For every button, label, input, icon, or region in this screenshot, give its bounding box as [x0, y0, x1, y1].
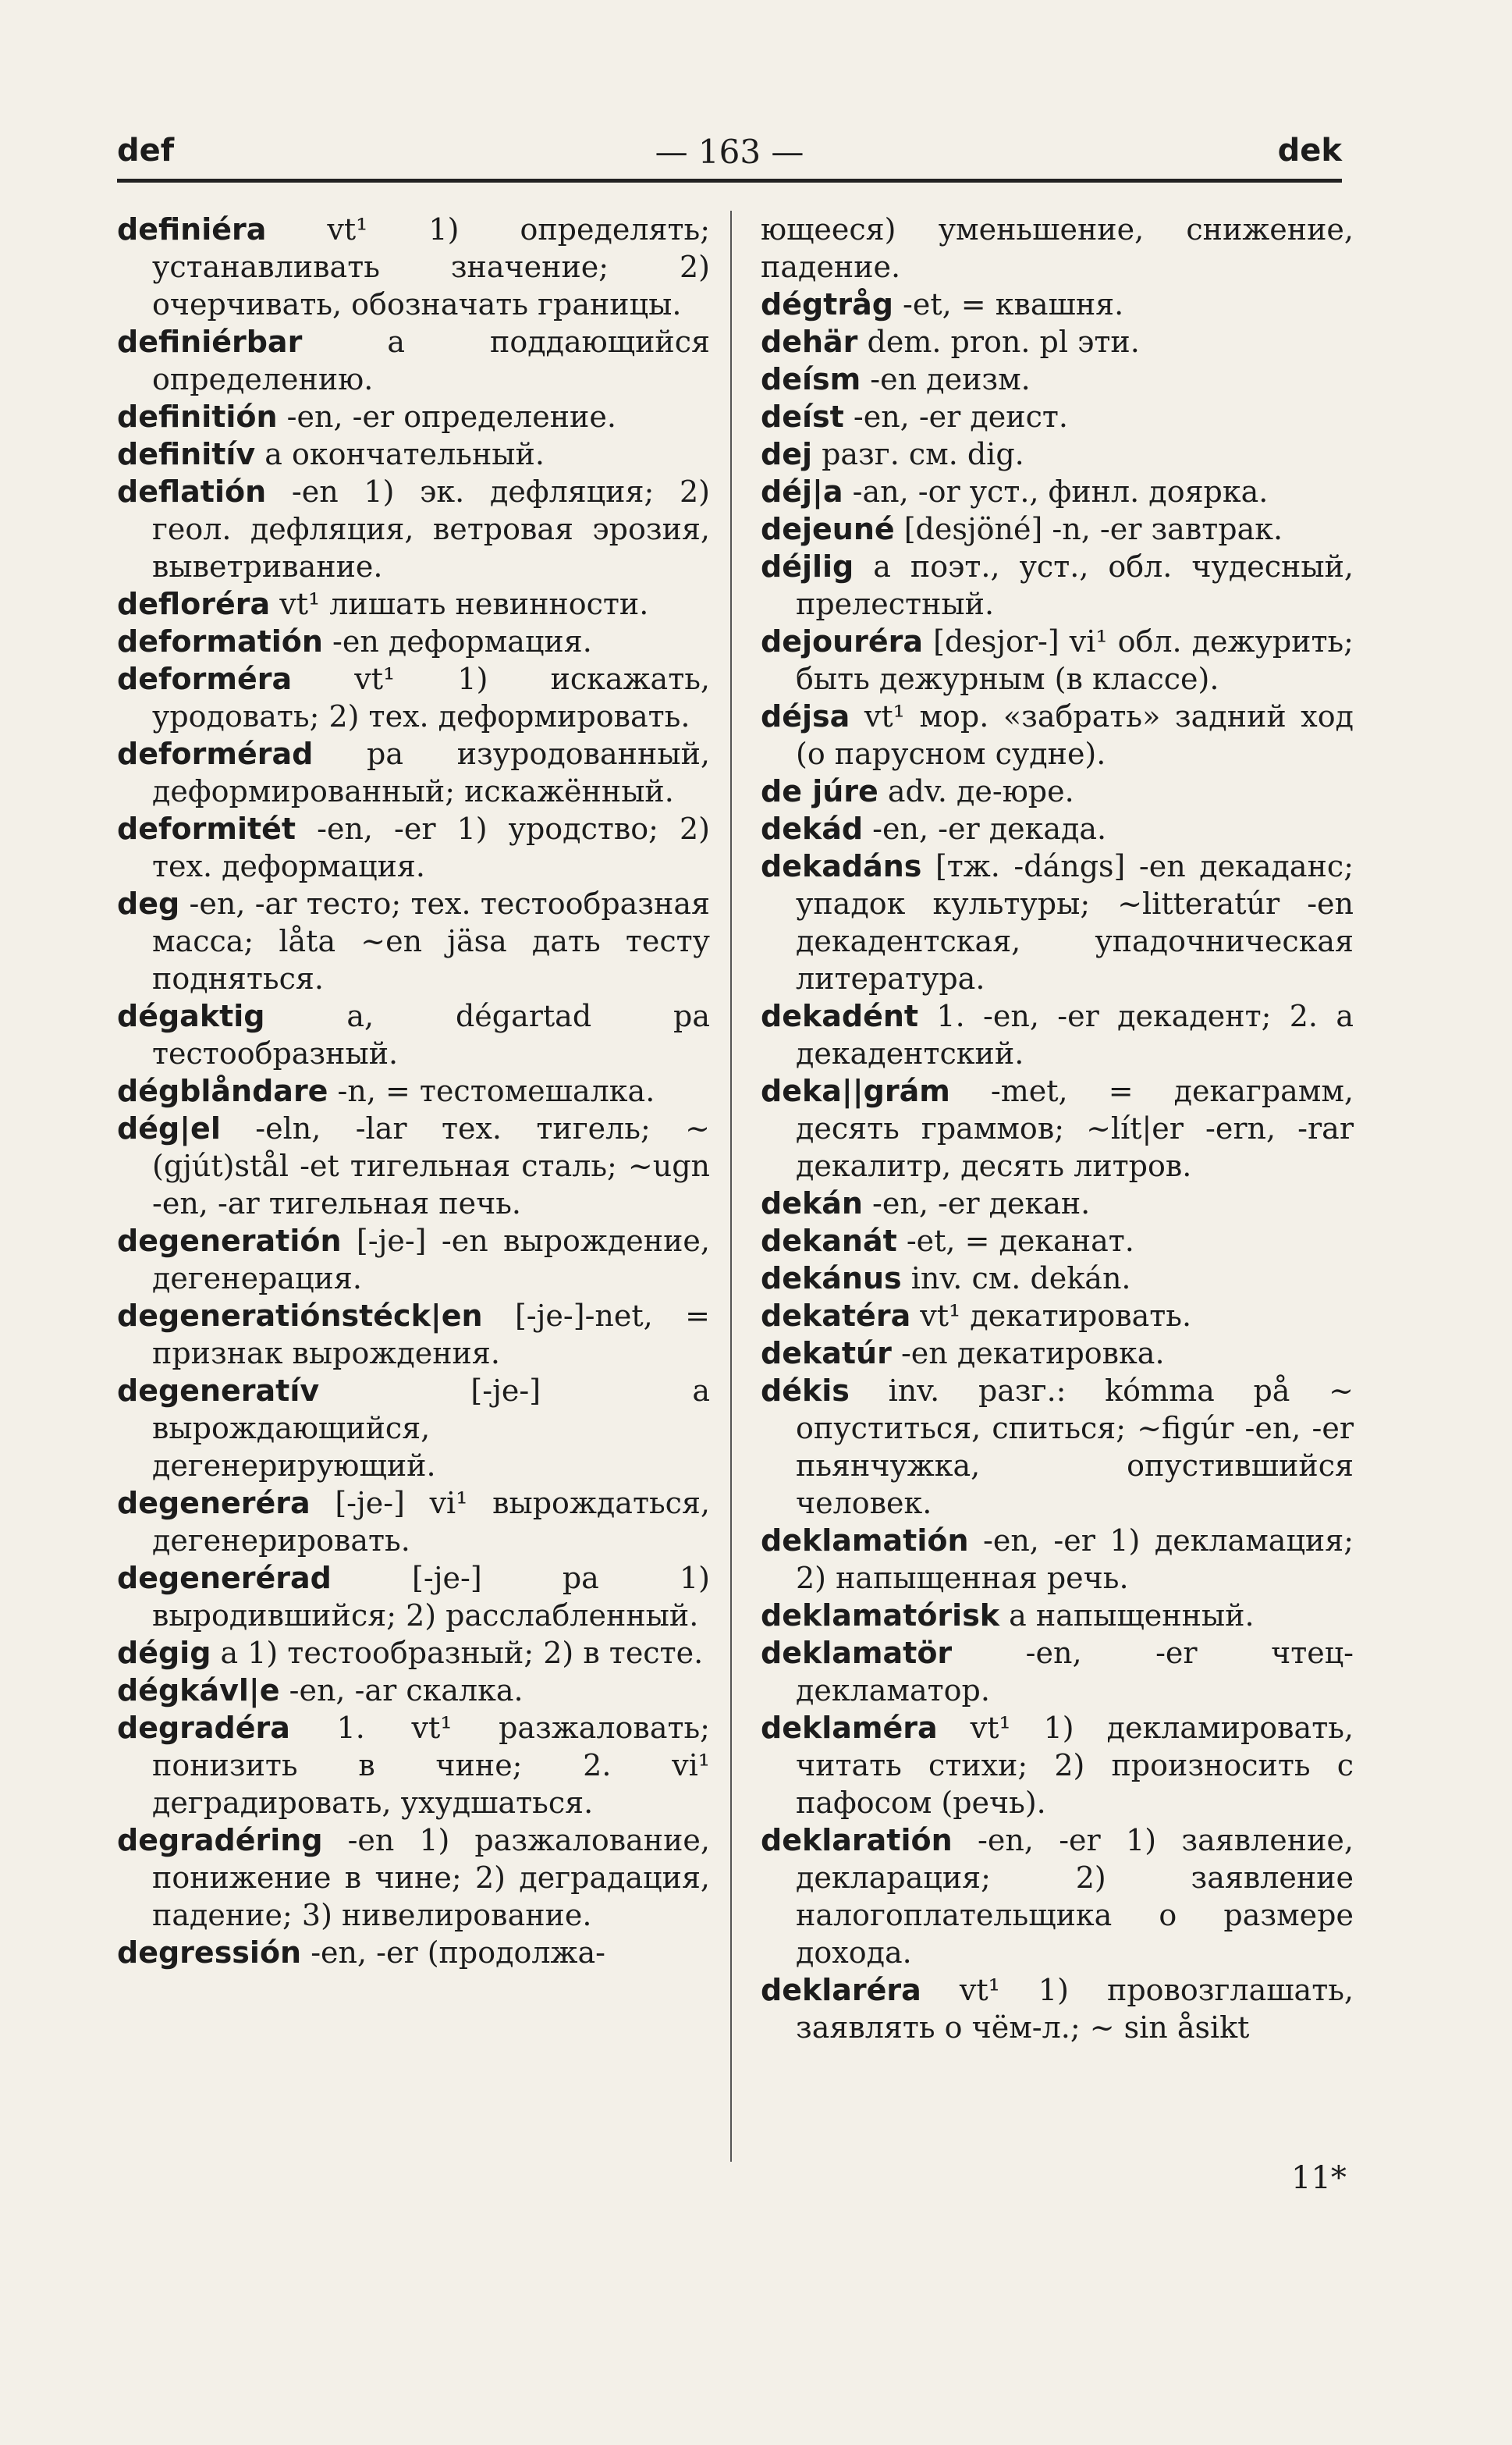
entry-definition: -et, = квашня.	[893, 287, 1124, 322]
entry-definition: [-je-] -en вырождение, дегенерация.	[152, 1224, 710, 1295]
entry-headword: dekánus	[761, 1261, 902, 1295]
entry-headword: definitión	[117, 400, 278, 434]
entry-definition: -eln, -lar тех. тигель; ~(gjút)stål -et тигельная сталь; ~ugn -en, -ar тигельная печь.	[152, 1111, 710, 1221]
entry-headword: dekán	[761, 1186, 863, 1221]
dictionary-entry	[761, 435, 1354, 473]
entry-headword: deforméra	[117, 662, 293, 696]
dictionary-entry	[117, 1484, 710, 1559]
dictionary-entry	[761, 1821, 1354, 1971]
dictionary-entry	[117, 997, 710, 1072]
entry-definition: -en, -er чтец-декламатор.	[796, 1636, 1354, 1708]
entry-definition: vt¹ 1) искажать, уродовать; 2) тех. деформировать.	[152, 662, 710, 734]
entry-headword: deklaréra	[761, 1973, 921, 2007]
dictionary-entry	[761, 810, 1354, 848]
entry-definition: -en, -er определение.	[277, 400, 616, 434]
entry-definition: [desjöné] -n, -er завтрак.	[894, 512, 1283, 546]
entry-definition: vt¹ 1) декламировать, читать стихи; 2) произносить с пафосом (речь).	[796, 1711, 1354, 1820]
entry-definition: -en деформация.	[322, 624, 592, 659]
dictionary-entry	[761, 1185, 1354, 1222]
dictionary-entry	[117, 735, 710, 810]
entry-headword: definitív	[117, 437, 256, 471]
entry-headword: degradéring	[117, 1823, 323, 1857]
entry-headword: deklaméra	[761, 1711, 938, 1745]
dictionary-entry	[761, 398, 1354, 435]
dictionary-entry	[761, 997, 1354, 1072]
entry-headword: degressión	[117, 1935, 302, 1970]
entry-definition: inv. разг.: kómma på ~ опуститься, спиться; ~figúr -en, -er пьянчужка, опустившийся человек.	[796, 1374, 1354, 1520]
entry-headword: dekadáns	[761, 849, 922, 883]
entry-definition: [desjor-] vi¹ обл. дежурить; быть дежурным (в классе).	[796, 624, 1354, 696]
entry-headword: dekanát	[761, 1224, 897, 1258]
entry-definition: -en, -er деист.	[843, 400, 1069, 434]
entry-definition: adv. де-юре.	[878, 774, 1074, 808]
entry-headword: dejouréra	[761, 624, 924, 659]
entry-headword: déj|a	[761, 474, 843, 509]
dictionary-entry	[761, 1260, 1354, 1297]
dictionary-entry	[117, 1934, 710, 1971]
entry-headword: deklamatórisk	[761, 1598, 1000, 1633]
entry-definition: -en 1) эк. дефляция; 2) геол. дефляция, ветровая эрозия, выветривание.	[152, 474, 710, 584]
entry-definition: [-je-] vi¹ вырождаться, дегенерировать.	[152, 1486, 710, 1558]
signature-mark: 11*	[1291, 2160, 1347, 2196]
column-divider	[730, 211, 732, 2162]
entry-headword: deformérad	[117, 737, 314, 771]
dictionary-entry	[117, 1672, 710, 1709]
entry-definition: 1. vt¹ разжаловать; понизить в чине; 2. vi¹ деградировать, ухудшаться.	[152, 1711, 710, 1820]
entry-definition: a напыщенный.	[999, 1598, 1255, 1633]
entry-definition: -en, -er 1) уродство; 2) тех. деформация.	[152, 812, 710, 883]
dictionary-entry	[761, 1709, 1354, 1821]
entry-headword: deformitét	[117, 812, 296, 846]
entry-definition: [тж. -dángs] -en декаданс; упадок культуры; ~litteratúr -en декадентская, упадочническая литература.	[796, 849, 1354, 996]
entry-headword: deformatión	[117, 624, 323, 659]
entry-definition: -en деизм.	[861, 362, 1031, 396]
entry-headword: degeneratiónstéck|en	[117, 1299, 483, 1333]
entry-definition: -en, -er декан.	[862, 1186, 1091, 1221]
entry-definition: [-je-] pa 1) выродившийся; 2) расслабленный.	[152, 1561, 710, 1633]
dictionary-entry	[117, 810, 710, 885]
entry-definition: [-je-]-net, = признак вырождения.	[152, 1299, 710, 1370]
entry-definition: -en, -er 1) декламация; 2) напыщенная речь.	[796, 1523, 1354, 1595]
entry-definition: a, dégartad pa тестообразный.	[152, 999, 710, 1071]
entry-definition: -en, -er декада.	[863, 812, 1107, 846]
dictionary-entry	[117, 1559, 710, 1634]
dictionary-entry	[117, 1072, 710, 1110]
header-left-guideword: def	[117, 133, 175, 169]
dictionary-entry	[117, 1222, 710, 1297]
dictionary-entry	[761, 361, 1354, 398]
entry-headword: deg	[117, 887, 180, 921]
entry-headword: déjlig	[761, 549, 854, 584]
entry-headword: degeneréra	[117, 1486, 311, 1520]
page-header	[117, 133, 1342, 179]
dictionary-entry	[761, 1297, 1354, 1334]
dictionary-entry	[117, 323, 710, 398]
dictionary-entry	[761, 773, 1354, 810]
entry-headword: dégkávl|e	[117, 1673, 280, 1708]
entry-headword: deísm	[761, 362, 861, 396]
entry-headword: dehär	[761, 325, 858, 359]
entry-definition: -en декатировка.	[891, 1336, 1165, 1370]
dictionary-entry	[761, 510, 1354, 548]
dictionary-entry	[761, 1372, 1354, 1522]
dictionary-entry	[761, 286, 1354, 323]
dictionary-entry	[761, 848, 1354, 997]
entry-headword: degradéra	[117, 1711, 290, 1745]
entry-definition: a 1) тестообразный; 2) в тесте.	[211, 1636, 704, 1670]
entry-definition: vt¹ лишать невинности.	[270, 587, 649, 621]
dictionary-entry	[117, 435, 710, 473]
entry-headword: deklamatör	[761, 1636, 953, 1670]
dictionary-entry	[117, 585, 710, 623]
dictionary-entry	[117, 623, 710, 660]
entry-definition: a поддающийся определению.	[152, 325, 710, 396]
entry-definition: vt¹ декатировать.	[910, 1299, 1192, 1333]
entry-definition: -met, = декаграмм, десять граммов; ~lít|er -ern, -rar декалитр, десять литров.	[796, 1074, 1354, 1183]
header-rule	[117, 179, 1342, 183]
entry-headword: degeneratión	[117, 1224, 342, 1258]
dictionary-entry	[117, 1821, 710, 1934]
entry-headword: déjsa	[761, 699, 850, 734]
entry-headword: dégig	[117, 1636, 211, 1670]
entry-headword: deklamatión	[761, 1523, 969, 1558]
entry-definition: vt¹ мор. «забрать» задний ход (о парусном судне).	[796, 699, 1354, 771]
entry-definition: -en, -ar скалка.	[279, 1673, 524, 1708]
entry-headword: dejeuné	[761, 512, 895, 546]
entry-headword: deíst	[761, 400, 844, 434]
dictionary-entry	[761, 1971, 1354, 2046]
entry-definition: -en 1) разжалование, понижение в чине; 2) деградация, падение; 3) нивелирование.	[152, 1823, 710, 1932]
entry-headword: dekadént	[761, 999, 919, 1033]
continuation-text: ющееся) уменьшение, снижение, падение.	[761, 212, 1354, 284]
dictionary-entry	[761, 1072, 1354, 1185]
entry-headword: defloréra	[117, 587, 271, 621]
entry-headword: dégblåndare	[117, 1074, 328, 1108]
dictionary-entry	[761, 323, 1354, 361]
dictionary-entry	[117, 1297, 710, 1372]
entry-definition: inv. см. dekán.	[901, 1261, 1131, 1295]
dictionary-entry	[117, 1709, 710, 1821]
entry-headword: dégtråg	[761, 287, 893, 322]
dictionary-entry	[761, 548, 1354, 623]
dictionary-entry	[117, 1634, 710, 1672]
dictionary-entry	[761, 1222, 1354, 1260]
dictionary-entry	[761, 1634, 1354, 1709]
page-number: — 163 —	[655, 133, 804, 171]
entry-headword: deklaratión	[761, 1823, 953, 1857]
dictionary-entry	[761, 698, 1354, 773]
dictionary-entry	[117, 1372, 710, 1484]
dictionary-entry	[761, 1334, 1354, 1372]
entry-definition: [-je-] a вырождающийся, дегенерирующий.	[152, 1374, 710, 1483]
entry-headword: deka||grám	[761, 1074, 950, 1108]
dictionary-entry	[117, 660, 710, 735]
entry-definition: -en, -er (продолжа-	[301, 1935, 605, 1970]
entry-headword: dekatúr	[761, 1336, 892, 1370]
entry-definition: -n, = тестомешалка.	[328, 1074, 655, 1108]
entry-definition: vt¹ 1) провозглашать, заявлять о чём-л.; ~ sin åsikt	[796, 1973, 1354, 2045]
dictionary-entry	[761, 473, 1354, 510]
dictionary-entry	[117, 1110, 710, 1222]
entry-headword: dej	[761, 437, 812, 471]
entry-definition: -en, -er 1) заявление, декларация; 2) заявление налогоплательщика о размере дохода.	[796, 1823, 1354, 1970]
entry-headword: dekád	[761, 812, 864, 846]
entry-headword: dékis	[761, 1374, 850, 1408]
entry-definition: -et, = деканат.	[896, 1224, 1134, 1258]
dictionary-entry	[117, 398, 710, 435]
entry-headword: deflatión	[117, 474, 267, 509]
right-column	[761, 211, 1354, 2046]
entry-definition: pa изуродованный, деформированный; искажённый.	[152, 737, 710, 808]
entry-definition: vt¹ 1) определять; устанавливать значение; 2) очерчивать, обозначать границы.	[152, 212, 710, 322]
dictionary-entry	[761, 1522, 1354, 1597]
entry-definition: 1. -en, -er декадент; 2. a декадентский.	[796, 999, 1354, 1071]
entry-headword: dégaktig	[117, 999, 265, 1033]
entry-definition: -en, -ar тесто; тех. тестообразная масса; låta ~en jäsa дать тесту подняться.	[152, 887, 710, 996]
dictionary-entry	[761, 1597, 1354, 1634]
entry-definition: a поэт., уст., обл. чудесный, прелестный.	[796, 549, 1354, 621]
dictionary-entry	[761, 623, 1354, 698]
entry-headword: de júre	[761, 774, 878, 808]
entry-headword: dég|el	[117, 1111, 221, 1146]
header-right-guideword: dek	[1277, 133, 1342, 169]
dictionary-entry	[117, 885, 710, 997]
entry-definition: a окончательный.	[255, 437, 545, 471]
entry-headword: degenerérad	[117, 1561, 332, 1595]
entry-headword: degeneratív	[117, 1374, 320, 1408]
entry-headword: dekatéra	[761, 1299, 911, 1333]
entry-definition: разг. см. dig.	[812, 437, 1024, 471]
entry-definition: -an, -or уст., финл. доярка.	[843, 474, 1269, 509]
entry-headword: definiérbar	[117, 325, 303, 359]
dictionary-entry	[117, 211, 710, 323]
entry-definition: dem. pron. pl эти.	[857, 325, 1140, 359]
left-column	[117, 211, 710, 1971]
entry-headword: definiéra	[117, 212, 267, 247]
dictionary-entry	[117, 473, 710, 585]
